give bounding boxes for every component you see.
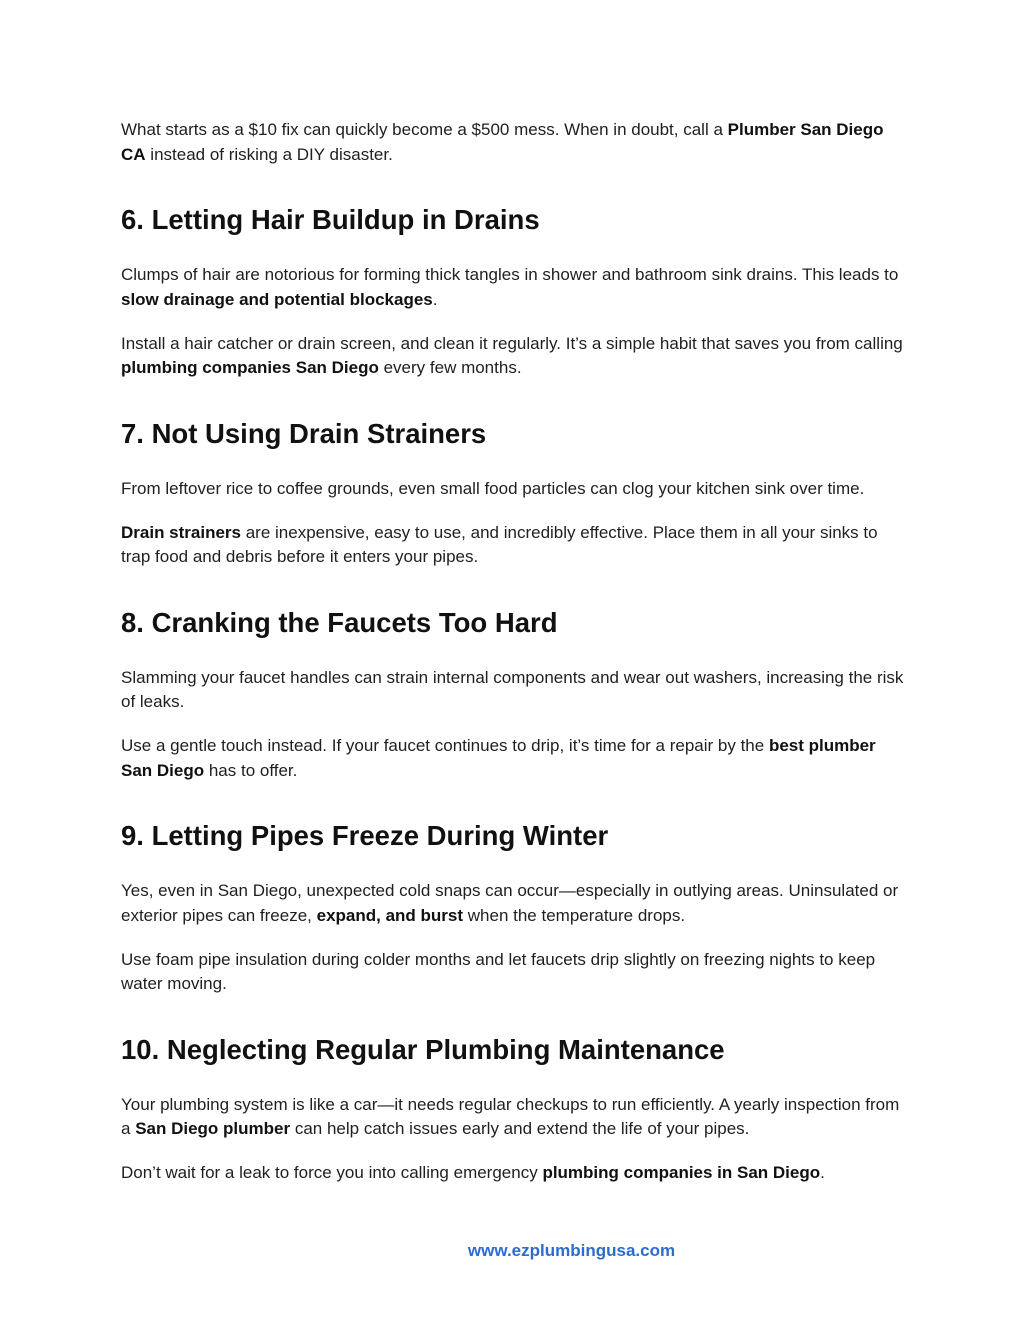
bold-text: best plumber San Diego (121, 736, 876, 780)
section-7-heading: 7. Not Using Drain Strainers (121, 417, 487, 449)
text: Use foam pipe insulation during colder months and let faucets drip slightly on freezing nights to keep water moving. (121, 949, 876, 993)
text: Your plumbing system is like a car—it needs regular checkups to run efficiently. A yearly inspection from a (121, 1094, 900, 1138)
document-body (121, 118, 911, 1205)
section-8-heading: 8. Cranking the Faucets Too Hard (121, 606, 558, 638)
bold-text: slow drainage and potential blockages (121, 289, 433, 309)
section-6-paragraph-2 (121, 332, 911, 381)
section-9-paragraph-1 (121, 879, 911, 928)
text: Slamming your faucet handles can strain internal components and wear out washers, increasing the risk of leaks. (121, 667, 904, 711)
text: are inexpensive, easy to use, and incredibly effective. Place them in all your sinks to trap food and debris before it enters your pipes. (121, 522, 878, 566)
section-7-paragraph-1 (121, 477, 911, 502)
text: Don’t wait for a leak to force you into calling emergency (121, 1163, 543, 1182)
section-10-heading: 10. Neglecting Regular Plumbing Maintenance (121, 1033, 725, 1065)
text: Install a hair catcher or drain screen, and clean it regularly. It’s a simple habit that saves you from calling (121, 333, 903, 353)
section-9-paragraph-2 (121, 948, 911, 997)
text: Use a gentle touch instead. If your faucet continues to drip, it’s time for a repair by the (121, 736, 769, 755)
text: Clumps of hair are notorious for forming thick tangles in shower and bathroom sink drains. This leads to (121, 265, 899, 284)
text: can help catch issues early and extend the life of your pipes. (290, 1119, 750, 1138)
bold-text: expand, and burst (316, 905, 464, 925)
bold-text: plumbing companies San Diego (121, 358, 379, 377)
section-8-paragraph-1 (121, 666, 911, 715)
text: . (432, 289, 438, 309)
footer-website-link[interactable]: www.ezplumbingusa.com (467, 1241, 676, 1260)
text: From leftover rice to coffee grounds, even small food particles can clog your kitchen sink over time. (121, 478, 865, 498)
section-8-paragraph-2 (121, 734, 911, 783)
text: Yes, even in San Diego, unexpected cold snaps can occur—especially in outlying areas. Uninsulated or exterior pipes can freeze, (121, 881, 899, 925)
text: every few months. (378, 358, 522, 377)
section-9-heading: 9. Letting Pipes Freeze During Winter (121, 820, 609, 851)
text: has to offer. (204, 760, 298, 780)
intro-keyword-link: Plumber San Diego CA (121, 120, 884, 164)
text: when the temperature drops. (463, 905, 686, 925)
section-10-paragraph-1 (121, 1093, 911, 1142)
intro-text: What starts as a $10 fix can quickly become a $500 mess. When in doubt, call a (121, 120, 728, 139)
bold-text: Drain strainers (121, 522, 241, 542)
text: . (820, 1163, 825, 1182)
bold-text: San Diego plumber (135, 1119, 291, 1138)
section-6-heading: 6. Letting Hair Buildup in Drains (121, 204, 540, 235)
section-6-paragraph-1 (121, 263, 911, 312)
section-10-paragraph-2 (121, 1161, 911, 1186)
bold-text: plumbing companies in San Diego (542, 1163, 821, 1182)
intro-paragraph (121, 118, 911, 167)
section-7-paragraph-2 (121, 521, 911, 570)
intro-text-end: instead of risking a DIY disaster. (145, 144, 393, 164)
